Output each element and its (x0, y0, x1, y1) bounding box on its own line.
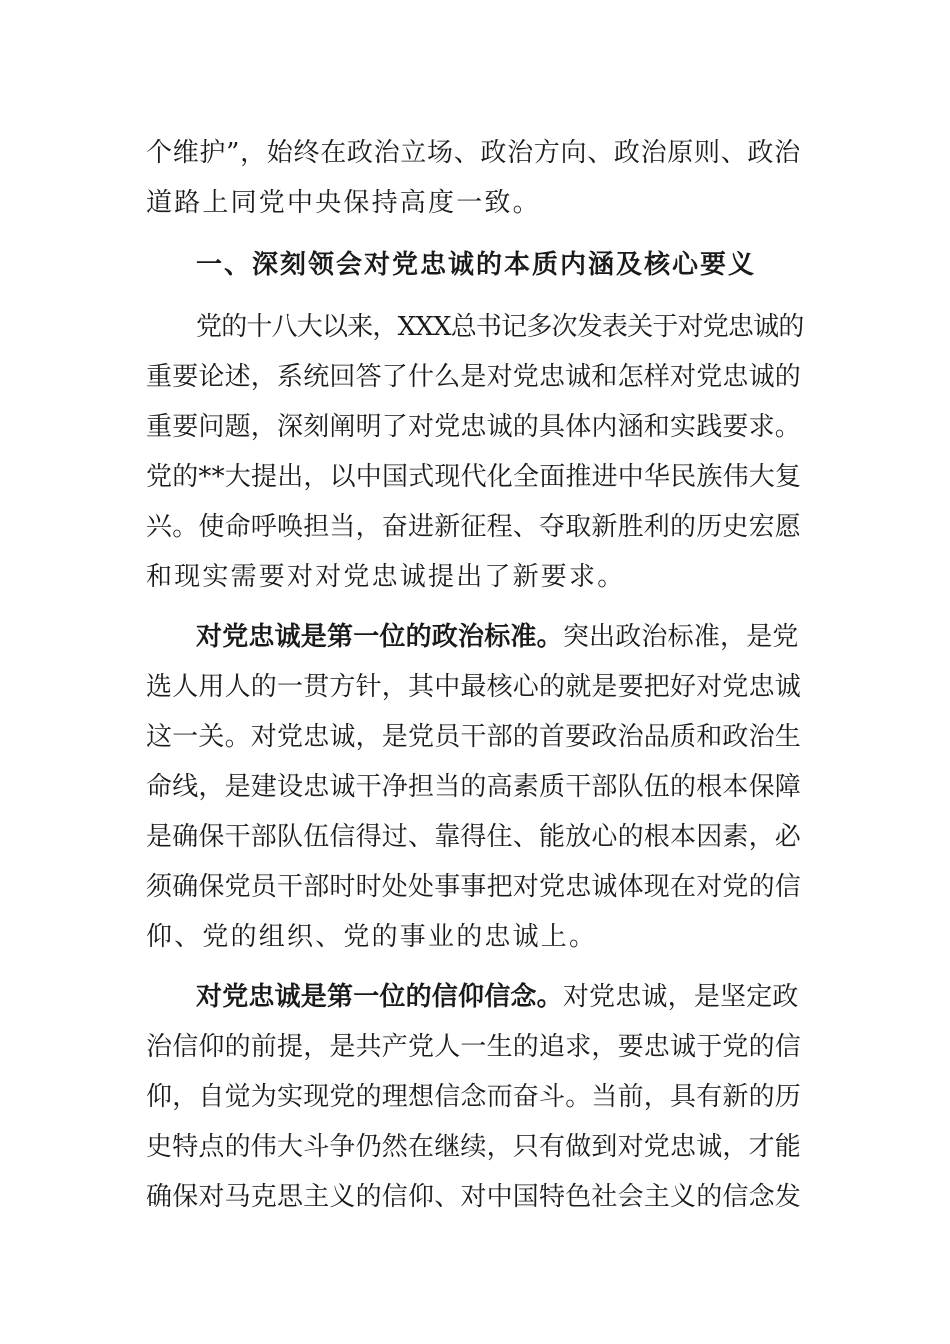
paragraph-1-line-2: 重要论述，系统回答了什么是对党忠诚和怎样对党忠诚的 (146, 362, 802, 392)
continuation-line-2: 道路上同党中央保持高度一致。 (146, 188, 541, 218)
paragraph-3-line-3: 仰，自觉为实现党的理想信念而奋斗。当前，具有新的历 (146, 1082, 802, 1112)
paragraph-2-line-2: 选人用人的一贯方针，其中最核心的就是要把好对党忠诚 (146, 672, 802, 702)
continuation-line-1: 个维护”，始终在政治立场、政治方向、政治原则、政治 (146, 138, 801, 168)
paragraph-2-line-1-rest: 突出政治标准，是党 (562, 622, 799, 652)
paragraph-1-line-5: 兴。使命呼唤担当，奋进新征程、夺取新胜利的历史宏愿 (146, 512, 802, 542)
paragraph-2-line-7: 仰、党的组织、党的事业的忠诚上。 (146, 922, 598, 952)
paragraph-1-line-1: 党的十八大以来，XXX总书记多次发表关于对党忠诚的 (196, 312, 804, 342)
paragraph-1-line-3: 重要问题，深刻阐明了对党忠诚的具体内涵和实践要求。 (146, 412, 802, 442)
paragraph-2-line-6: 须确保党员干部时时处处事事把对党忠诚体现在对党的信 (146, 872, 802, 902)
paragraph-2-line-3: 这一关。对党忠诚，是党员干部的首要政治品质和政治生 (146, 722, 802, 752)
section-heading: 一、深刻领会对党忠诚的本质内涵及核心要义 (196, 250, 757, 280)
paragraph-1-line-4: 党的**大提出，以中国式现代化全面推进中华民族伟大复 (146, 462, 802, 492)
paragraph-2-line-1 (196, 619, 806, 655)
paragraph-3-lead: 对党忠诚是第一位的信仰信念。 (196, 982, 563, 1012)
paragraph-3-line-1 (196, 979, 806, 1015)
paragraph-2-line-5: 是确保干部队伍信得过、靠得住、能放心的根本因素，必 (146, 822, 802, 852)
paragraph-3-line-1-rest: 对党忠诚，是坚定政 (562, 982, 799, 1012)
paragraph-3-line-4: 史特点的伟大斗争仍然在继续，只有做到对党忠诚，才能 (146, 1132, 802, 1162)
paragraph-3-line-5: 确保对马克思主义的信仰、对中国特色社会主义的信念发 (146, 1182, 802, 1212)
paragraph-2-lead: 对党忠诚是第一位的政治标准。 (196, 622, 563, 652)
paragraph-3-line-2: 治信仰的前提，是共产党人一生的追求，要忠诚于党的信 (146, 1032, 802, 1062)
paragraph-1-line-6: 和现实需要对对党忠诚提出了新要求。 (146, 562, 626, 592)
paragraph-2-line-4: 命线，是建设忠诚干净担当的高素质干部队伍的根本保障 (146, 772, 802, 802)
